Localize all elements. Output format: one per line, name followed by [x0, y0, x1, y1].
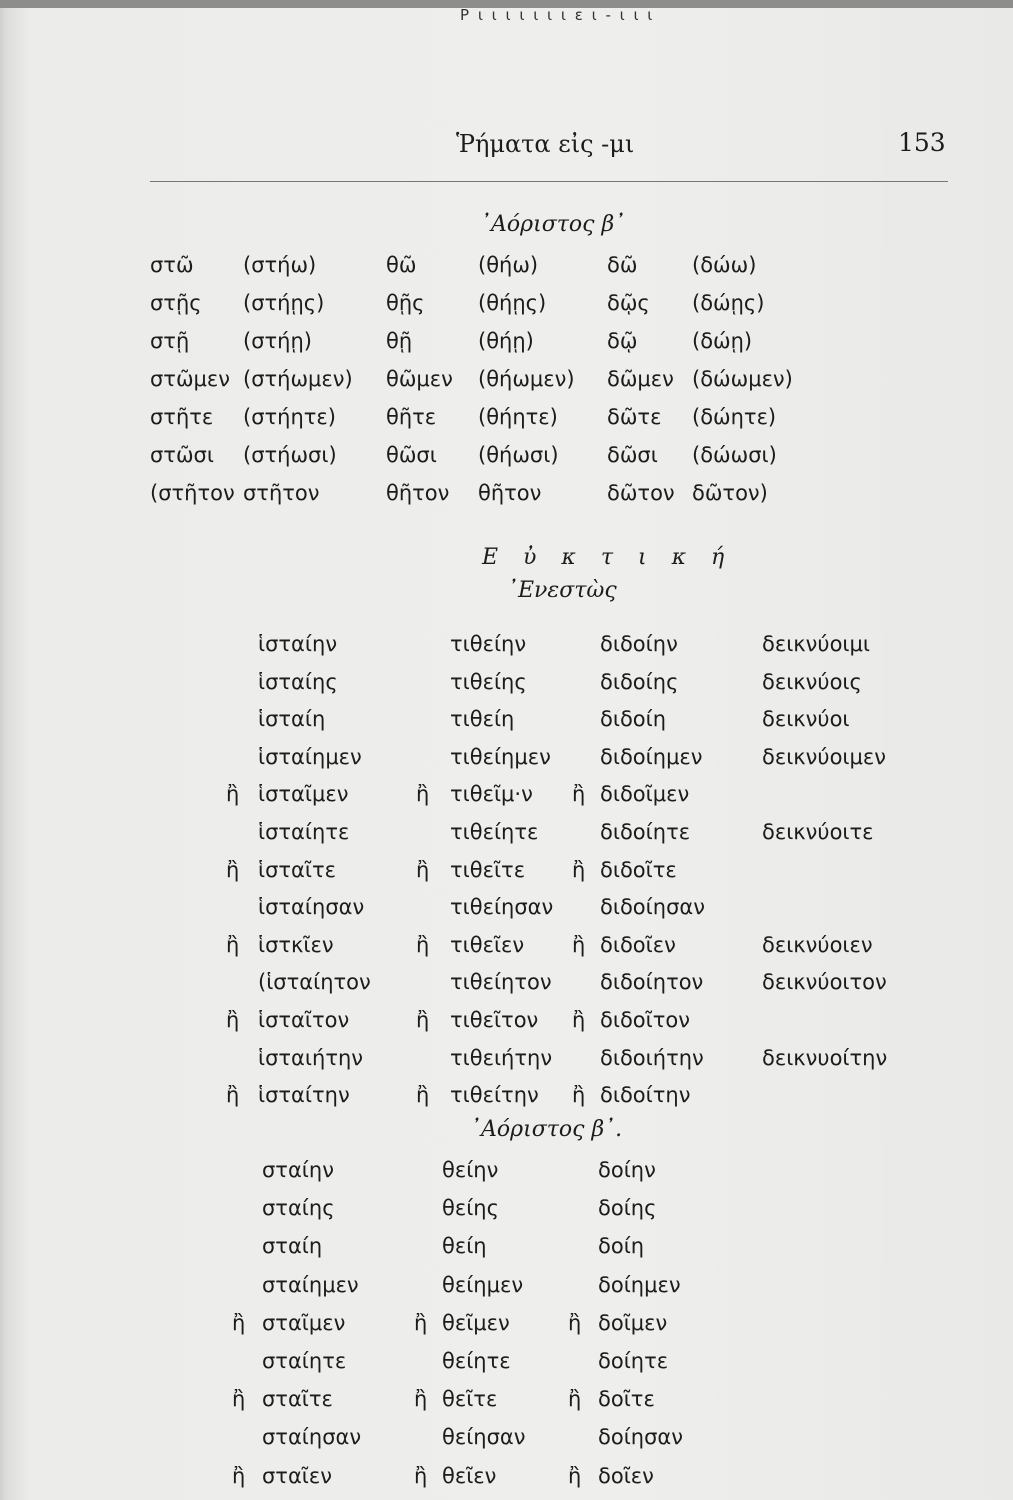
tithemi-aorist-optative: θείη: [442, 1234, 487, 1259]
particle-e: ἢ: [416, 1083, 430, 1108]
particle-e: ἢ: [572, 1083, 586, 1108]
tithemi-optative-form: τιθείτην: [450, 1083, 539, 1108]
histemi-alt-form: (στήωσι): [243, 443, 337, 467]
histemi-aorist-optative: σταίην: [262, 1158, 334, 1182]
tithemi-aorist-optative: θείητε: [442, 1349, 511, 1373]
histemi-alt-form: (στήωμεν): [243, 367, 353, 391]
histemi-form: (στῆτον: [150, 481, 235, 505]
particle-e: ἢ: [572, 932, 586, 957]
particle-e: ἢ: [226, 932, 240, 957]
histemi-aorist-optative: σταίη: [262, 1234, 323, 1259]
tithemi-form: θῆτε: [386, 405, 437, 429]
particle-e: ἢ: [232, 1463, 246, 1488]
didomi-optative-form: διδοίτην: [600, 1083, 691, 1108]
didomi-alt-form: δῶτον): [692, 481, 768, 505]
didomi-alt-form: (δώητε): [692, 405, 777, 429]
didomi-form: δῶτον: [607, 481, 675, 505]
tithemi-aorist-optative: θείησαν: [442, 1425, 526, 1450]
histemi-aorist-optative: σταῖμεν: [262, 1310, 346, 1335]
didomi-form: δῷς: [607, 291, 650, 315]
didomi-optative-form: διδοῖτε: [600, 857, 677, 882]
tithemi-form: θῶμεν: [386, 367, 453, 391]
didomi-aorist-optative: δοῖεν: [598, 1463, 654, 1488]
tithemi-alt-form: θῆτον: [478, 481, 542, 505]
histemi-alt-form: (στήῃ): [243, 329, 312, 353]
tithemi-optative-form: τιθεῖεν: [450, 932, 525, 957]
didomi-alt-form: (δώωσι): [692, 443, 777, 467]
tithemi-aorist-optative: θεῖμεν: [442, 1310, 510, 1335]
tithemi-alt-form: (θήωμεν): [478, 367, 575, 391]
optative-aorist-title: ᾿Αόριστος β᾿.: [470, 1117, 623, 1142]
tithemi-optative-form: τιθείης: [450, 669, 527, 694]
particle-e: ἢ: [232, 1310, 246, 1335]
histemi-form: στῆτε: [150, 405, 214, 429]
didomi-optative-form: διδοίητε: [600, 820, 691, 844]
histemi-alt-form: (στήητε): [243, 405, 336, 429]
particle-e: ἢ: [416, 932, 430, 957]
didomi-aorist-optative: δοίησαν: [598, 1425, 683, 1450]
didomi-optative-form: διδοίητον: [600, 970, 704, 995]
particle-e: ἢ: [414, 1463, 428, 1488]
histemi-form: στῶσι: [150, 443, 214, 467]
didomi-form: δῷ: [607, 329, 638, 353]
didomi-alt-form: (δώῃς): [692, 291, 765, 315]
running-header-title: Ῥήματα εἰς -μι: [456, 130, 635, 158]
tithemi-aorist-optative: θεῖεν: [442, 1463, 497, 1488]
didomi-optative-form: διδοίησαν: [600, 895, 705, 920]
histemi-optative-form: (ἱσταίητον: [258, 970, 371, 995]
histemi-optative-form: ἱσταίησαν: [258, 895, 365, 920]
didomi-form: δῶ: [607, 253, 638, 277]
didomi-form: δῶμεν: [607, 367, 674, 391]
particle-e: ἢ: [572, 782, 586, 807]
particle-e: ἢ: [226, 782, 240, 807]
histemi-form: στῶμεν: [150, 367, 230, 391]
tithemi-aorist-optative: θείημεν: [442, 1272, 524, 1297]
didomi-form: δῶτε: [607, 405, 662, 429]
tithemi-aorist-optative: θείης: [442, 1196, 499, 1221]
histemi-form: στῇ: [150, 329, 190, 353]
particle-e: ἢ: [414, 1387, 428, 1412]
histemi-optative-form: ἱστκῖεν: [258, 932, 334, 957]
didomi-aorist-optative: δοίην: [598, 1158, 656, 1182]
didomi-optative-form: διδοῖεν: [600, 932, 676, 957]
histemi-aorist-optative: σταίησαν: [262, 1425, 362, 1450]
tithemi-alt-form: (θήωσι): [478, 443, 559, 467]
didomi-alt-form: (δώω): [692, 253, 757, 277]
histemi-aorist-optative: σταίητε: [262, 1349, 347, 1373]
tithemi-alt-form: (θήω): [478, 253, 539, 277]
tithemi-form: θῇς: [386, 291, 425, 315]
optative-present-title: ᾿Ενεστὼς: [507, 578, 617, 603]
didomi-optative-form: διδοῖτον: [600, 1008, 690, 1032]
didomi-optative-form: διδοῖμεν: [600, 782, 690, 807]
tithemi-alt-form: (θήῃς): [478, 291, 547, 315]
histemi-alt-form: (στήῃς): [243, 291, 325, 315]
header-rule: [150, 181, 948, 182]
particle-e: ἢ: [226, 857, 240, 882]
particle-e: ἢ: [568, 1463, 582, 1488]
didomi-aorist-optative: δοίημεν: [598, 1272, 681, 1297]
tithemi-optative-form: τιθείητε: [450, 820, 539, 844]
tithemi-alt-form: (θήῃ): [478, 329, 534, 353]
particle-e: ἢ: [568, 1310, 582, 1335]
particle-e: ἢ: [226, 1008, 240, 1032]
didomi-aorist-optative: δοίητε: [598, 1349, 669, 1373]
histemi-optative-form: ἱσταῖτον: [258, 1008, 350, 1032]
tithemi-optative-form: τιθείη: [450, 707, 515, 732]
tithemi-optative-form: τιθεῖτον: [450, 1008, 539, 1032]
didomi-optative-form: διδοίημεν: [600, 744, 703, 769]
particle-e: ἢ: [414, 1310, 428, 1335]
didomi-aorist-optative: δοῖμεν: [598, 1310, 668, 1335]
tithemi-optative-form: τιθείημεν: [450, 744, 551, 769]
tithemi-optative-form: τιθείην: [450, 632, 527, 656]
particle-e: ἢ: [572, 1008, 586, 1032]
didomi-form: δῶσι: [607, 443, 658, 467]
tithemi-optative-form: τιθείητον: [450, 970, 552, 995]
histemi-optative-form: ἱσταίη: [258, 707, 326, 732]
histemi-aorist-optative: σταῖτε: [262, 1387, 333, 1412]
didomi-alt-form: (δώωμεν): [692, 367, 793, 391]
didomi-aorist-optative: δοίης: [598, 1196, 657, 1221]
deiknymi-optative-form: δεικνύοιμι: [762, 632, 870, 656]
particle-e: ἢ: [226, 1083, 240, 1108]
particle-e: ἢ: [416, 857, 430, 882]
didomi-alt-form: (δώῃ): [692, 329, 753, 353]
didomi-aorist-optative: δοίη: [598, 1234, 645, 1259]
histemi-optative-form: ἱσταιήτην: [258, 1045, 363, 1070]
tithemi-form: θῇ: [386, 329, 413, 353]
didomi-optative-form: διδοιήτην: [600, 1045, 704, 1070]
histemi-form: στῶ: [150, 253, 194, 277]
histemi-alt-form: στῆτον: [243, 481, 320, 505]
tithemi-optative-form: τιθεῖτε: [450, 857, 526, 882]
didomi-optative-form: διδοίης: [600, 669, 679, 694]
deiknymi-optative-form: δεικνυοίτην: [762, 1045, 888, 1070]
histemi-optative-form: ἱσταῖτε: [258, 857, 337, 882]
histemi-optative-form: ἱσταίημεν: [258, 744, 362, 769]
tithemi-optative-form: τιθεῖμ·ν: [450, 782, 533, 807]
deiknymi-optative-form: δεικνύοις: [762, 669, 862, 694]
didomi-aorist-optative: δοῖτε: [598, 1387, 655, 1412]
tithemi-optative-form: τιθείησαν: [450, 895, 554, 920]
histemi-optative-form: ἱσταίης: [258, 669, 338, 694]
tithemi-form: θῶ: [386, 253, 417, 277]
tithemi-aorist-optative: θείην: [442, 1158, 499, 1182]
deiknymi-optative-form: δεικνύοιτε: [762, 820, 874, 844]
particle-e: ἢ: [416, 1008, 430, 1032]
didomi-optative-form: διδοίη: [600, 707, 667, 732]
particle-e: ἢ: [568, 1387, 582, 1412]
cut-off-running-text: Ρ ι ι ι ι ι ι ι ε ι - ι ι ι: [460, 6, 655, 24]
deiknymi-optative-form: δεικνύοι: [762, 707, 850, 732]
particle-e: ἢ: [416, 782, 430, 807]
didomi-optative-form: διδοίην: [600, 632, 678, 656]
tithemi-aorist-optative: θεῖτε: [442, 1387, 498, 1412]
deiknymi-optative-form: δεικνύοιεν: [762, 932, 873, 957]
histemi-optative-form: ἱσταίτην: [258, 1083, 350, 1108]
tithemi-alt-form: (θήητε): [478, 405, 558, 429]
histemi-aorist-optative: σταίης: [262, 1196, 335, 1221]
particle-e: ἢ: [572, 857, 586, 882]
deiknymi-optative-form: δεικνύοιμεν: [762, 744, 886, 769]
tithemi-form: θῶσι: [386, 443, 437, 467]
histemi-aorist-optative: σταῖεν: [262, 1463, 332, 1488]
particle-e: ἢ: [232, 1387, 246, 1412]
tithemi-optative-form: τιθειήτην: [450, 1045, 553, 1070]
page-number: 153: [898, 128, 946, 157]
histemi-form: στῇς: [150, 291, 202, 315]
optative-title: Ε ὐ κ τ ι κ ή: [482, 545, 734, 570]
subjunctive-aorist-title: ᾿Αόριστος β᾿: [480, 212, 626, 237]
histemi-aorist-optative: σταίημεν: [262, 1272, 359, 1297]
tithemi-form: θῆτον: [386, 481, 450, 505]
histemi-optative-form: ἱσταῖμεν: [258, 782, 349, 807]
histemi-optative-form: ἱσταίην: [258, 632, 338, 656]
deiknymi-optative-form: δεικνύοιτον: [762, 970, 887, 995]
histemi-optative-form: ἱσταίητε: [258, 820, 350, 844]
histemi-alt-form: (στήω): [243, 253, 317, 277]
